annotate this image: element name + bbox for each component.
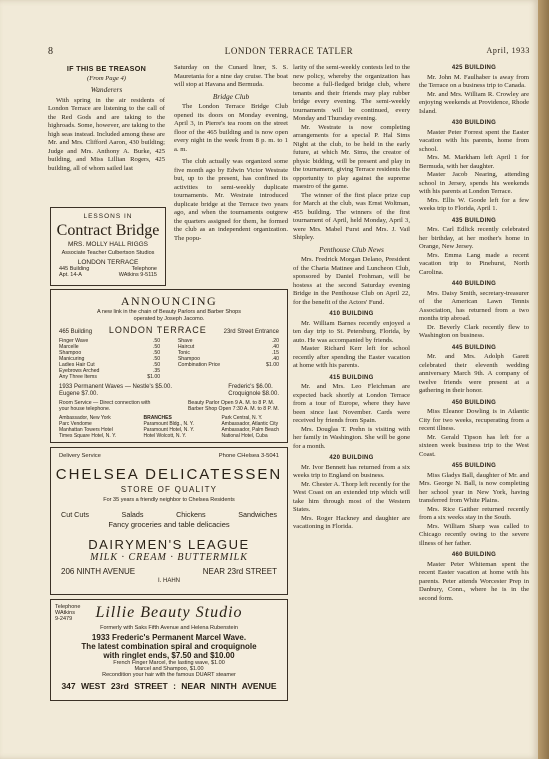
column-2 bbox=[174, 64, 288, 243]
ad-address: 347 WEST 23rd STREET : NEAR NINTH AVENUE bbox=[61, 681, 277, 691]
building-heading: 450 BUILDING bbox=[451, 399, 497, 406]
ad-entrance: 23rd Street Entrance bbox=[223, 329, 279, 335]
ad-teacher: MRS. MOLLY HALL RIGGS bbox=[67, 241, 149, 248]
ad-line: LESSONS IN bbox=[83, 213, 133, 220]
ad-line: MILK · CREAM · BUTTERMILK bbox=[90, 552, 248, 563]
ad-line: 1933 Frederic's Permanent Marcel Wave. bbox=[91, 633, 247, 642]
ad-owner: I. HAHN bbox=[157, 578, 180, 584]
service-price: .15 bbox=[271, 350, 279, 356]
chelsea-delicatessen-ad bbox=[50, 447, 288, 595]
branches-col bbox=[143, 415, 194, 439]
building-heading: 415 BUILDING bbox=[329, 374, 374, 381]
service-name: Manicuring bbox=[59, 356, 85, 362]
building-heading: 425 BUILDING bbox=[451, 65, 497, 71]
binding-edge bbox=[538, 0, 549, 759]
ad-title: Contract Bridge bbox=[56, 222, 160, 239]
service-price: $1.00 bbox=[266, 362, 279, 368]
paragraph: Mr. and Mrs. Leo Fleichman are expected back shortly at London Terrace from a tour of Europe, where they have been since last November. Cards were received by friends from Spain. bbox=[293, 383, 410, 424]
paragraph: larity of the semi-weekly contests led to the new policy, whereby the organization has become a full-fledged bridge club, where tenants and their friends may play rubber bridge every evening. The semi-weekly tournaments will be continued, every Monday and Thursday evening. bbox=[293, 64, 410, 122]
ad-line: operated by Joseph Jacomo. bbox=[133, 315, 205, 322]
service-price: .35 bbox=[152, 368, 161, 374]
service-name: Ladies Hair Cut bbox=[59, 362, 95, 368]
branch-name: National Hotel, Cuba bbox=[221, 433, 268, 439]
ladies-services bbox=[59, 338, 160, 380]
service-name: Shampoo bbox=[59, 350, 82, 356]
contract-bridge-ad bbox=[50, 207, 166, 286]
building-heading: 420 BUILDING bbox=[329, 455, 374, 461]
ad-line: Marcel and Shampoo, $1.00 bbox=[134, 666, 204, 672]
ad-telephone: WAtkins 9-5115 bbox=[118, 272, 157, 278]
ad-line: NEAR 23rd STREET bbox=[202, 567, 277, 576]
ad-line: Associate Teacher Culbertson Studios bbox=[61, 250, 155, 256]
paragraph: Mr. Westrate is now completing arrangements for a special P. Hal Sims Night at the club, to be held in the early future, at which Mr. Sims, the creator of physic bidding, will be present and play in the tournament, giving Terrace residents the opportunity to play against the supreme maestro of the game. bbox=[293, 123, 410, 190]
column-3 bbox=[293, 64, 410, 532]
ad-line: Fancy groceries and table delicacies bbox=[108, 520, 230, 529]
ad-title: Lillie Beauty Studio bbox=[95, 604, 243, 621]
barber-services bbox=[178, 338, 279, 380]
deli-item: Salads bbox=[121, 510, 144, 519]
paragraph: Mr. and Mrs. Adolph Garett celebrated their eleventh wedding anniversary March 9th. A company of twelve friends were present at a gathering in their honor. bbox=[419, 353, 529, 394]
lillie-beauty-studio-ad bbox=[50, 599, 288, 701]
building-heading: 460 BUILDING bbox=[451, 552, 497, 558]
service-name: Finger Wave bbox=[59, 338, 89, 344]
service-name: Eyebrows Arched bbox=[59, 368, 100, 374]
service-price: .50 bbox=[152, 362, 161, 368]
ad-title: ANNOUNCING bbox=[120, 294, 218, 308]
ad-address bbox=[51, 563, 287, 576]
branch-name: Ambassador, Palm Beach bbox=[221, 427, 279, 433]
building-heading: 410 BUILDING bbox=[329, 311, 374, 317]
room-service-row bbox=[51, 398, 287, 412]
paragraph: Saturday on the Cunard liner, S. S. Mauretania for a nine day cruise. The boat will stop at Havana and Bermuda. bbox=[174, 64, 288, 88]
building-heading: 435 BUILDING bbox=[451, 217, 497, 224]
service-name: Shampoo bbox=[177, 356, 201, 362]
ad-line: WAtkins bbox=[55, 610, 75, 616]
ad-line: 1933 Permanent Waves — Nestle's $5.00. bbox=[59, 384, 172, 390]
branches-col bbox=[59, 415, 116, 439]
ad-line: Croquignole $8.00. bbox=[228, 391, 279, 397]
paragraph: Mrs. Douglas T. Prehn is visiting with her family in Washington. She will be gone for a month. bbox=[293, 425, 410, 450]
branch-name: Hotel Wolcott, N. Y. bbox=[143, 433, 187, 439]
paragraph: Mrs. Daisy Smith, secretary-treasurer of the American Lawn Tennis Association, has returned from a two months trip abroad. bbox=[419, 289, 529, 322]
ad-line: with ringlet ends, $7.50 and $10.00 bbox=[103, 651, 235, 660]
service-name: Haircut bbox=[177, 344, 195, 350]
branch-name: Manhattan Towers Hotel bbox=[59, 427, 113, 433]
branches bbox=[51, 412, 287, 439]
deli-item: Sandwiches bbox=[238, 510, 277, 519]
paragraph: Miss Gladys Ball, daughter of Mr. and Mrs. George N. Ball, is now completing her school year in New York, having transferred from White Plains. bbox=[419, 471, 529, 504]
continued-note: (From Page 4) bbox=[87, 74, 126, 82]
paragraph: Mr. and Mrs. William R. Crowley are enjoying weekends at Providence, Rhode Island. bbox=[419, 90, 529, 115]
service-name: Tonic bbox=[177, 350, 190, 356]
subheading-bridge-club: Bridge Club bbox=[212, 91, 250, 101]
ad-building: 465 Building bbox=[59, 329, 93, 335]
service-name: Shave bbox=[177, 338, 193, 344]
ad-top-row bbox=[51, 448, 287, 459]
ad-line: Frederic's $6.00. bbox=[228, 384, 273, 390]
service-name: Any Three Items bbox=[59, 374, 97, 380]
paragraph: Mrs. Rice Gaither returned recently from a six weeks stay in the South. bbox=[419, 505, 529, 521]
paragraph: The club actually was organized some five month ago by Edwin Victor Westrate but, up to the present, has confined its activities to semi-weekly duplicate tournaments. Mr. Westrate introduced duplicate bridge at the Terrace two years ago, and when the tournaments outgrew the quarters assigned for them, he formed the club as an independent organization. The popu- bbox=[174, 158, 288, 242]
branches-title: BRANCHES bbox=[143, 415, 172, 421]
branch-name: Ambassador, Atlantic City bbox=[221, 421, 279, 427]
paragraph: Mrs. Ellis W. Goode left for a few weeks trip to Florida, April 1. bbox=[419, 196, 529, 212]
building-heading: 445 BUILDING bbox=[451, 344, 497, 351]
building-heading: 430 BUILDING bbox=[451, 120, 497, 126]
ad-location: LONDON TERRACE bbox=[77, 258, 139, 266]
subheading-wanderers: Wanderers bbox=[90, 85, 123, 94]
paragraph: The winner of the first place prize cup for March at the club, was Ernst Woltman, 455 building. The winners of the first tournament of April, held Monday, April 3, were Mrs. Mabel Furst and Mrs. J. Vail Shipley. bbox=[293, 191, 410, 241]
paragraph: Mrs. Carl Edlick recently celebrated her birthday, at her mother's home in Orange, New Jersey. bbox=[419, 226, 529, 250]
barber-shop-ad bbox=[50, 289, 288, 443]
paragraph: Mr. Chester A. Thorp left recently for the West Coast on an extended trip which will take him through most of the Western States. bbox=[293, 480, 410, 513]
ad-telephone: Phone CHelsea 3-5041 bbox=[218, 453, 279, 459]
building-heading: 440 BUILDING bbox=[451, 281, 497, 287]
ad-name: LONDON TERRACE bbox=[108, 325, 207, 335]
ad-line: Room Service — Direct connection with your house telephone. bbox=[59, 400, 151, 412]
ad-building: 445 Building bbox=[59, 265, 90, 272]
paragraph: Dr. Beverly Clark recently flew to Washington on business. bbox=[419, 323, 529, 339]
paragraph: Mr. William Barnes recently enjoyed a ten day trip to St. Petersburg, Florida, by auto. He was accompanied by friends. bbox=[293, 319, 410, 344]
ad-line: For 35 years a friendly neighbor to Chelsea Residents bbox=[103, 497, 235, 503]
paragraph: Mrs. William Sharp was called to Chicago recently owing to the severe illness of her father. bbox=[419, 522, 529, 547]
ad-line: Delivery Service bbox=[59, 453, 101, 459]
page-header bbox=[48, 44, 530, 60]
paragraph: With spring in the air residents of London Terrace are listening to the call of the Red Gods and are taking to the highroads. Some, however, are taking to the high seas instead. Included among these are Mr. and Mrs. Clifford Aaron, 430 building; Judge and Mrs. Anthony A. Burke, 425 building, and Miss Lillian Rogers, 425 building, all of whom sailed last bbox=[48, 96, 165, 172]
paragraph: Master Peter Forrest spent the Easter vacation with his parents, home from school. bbox=[419, 128, 529, 153]
service-price: .20 bbox=[271, 338, 279, 344]
ad-location-row bbox=[51, 322, 287, 335]
ad-line: A new link in the chain of Beauty Parlors and Barber Shops bbox=[96, 309, 241, 315]
price-list bbox=[51, 335, 287, 380]
ad-telephone bbox=[55, 604, 80, 622]
paragraph: The London Terrace Bridge Club opened its doors on Monday evening, April 3, in Pierre's tea room on the street floor of the 465 building and is now open every night in the week from 8 p. m. to 1 a. m. bbox=[174, 103, 288, 153]
column-1 bbox=[48, 64, 165, 173]
paragraph: Mrs. M. Markham left April 1 for Bermuda, with her daughter. bbox=[419, 154, 529, 170]
service-price: .50 bbox=[152, 350, 161, 356]
service-price: .50 bbox=[152, 344, 161, 350]
service-name: Marcelle bbox=[59, 344, 79, 350]
ad-items bbox=[51, 503, 287, 519]
branch-name: Paramount Bldg., N. Y. bbox=[143, 421, 194, 427]
publication-title: LONDON TERRACE TATLER bbox=[224, 46, 354, 56]
service-price: .40 bbox=[271, 356, 279, 362]
paragraph: Master Richard Kerr left for school recently after spending the Easter vacation at home with his parents. bbox=[293, 345, 410, 369]
deli-item: Cut Cuts bbox=[61, 510, 89, 519]
paragraph: Mrs. Emma Lang made a recent vacation trip to Pinehurst, North Carolina. bbox=[419, 251, 529, 276]
branch-name: Parc Vendome bbox=[59, 421, 92, 427]
ad-line: Telephone bbox=[55, 604, 81, 610]
paragraph: Mr. Ivor Bennett has returned from a six weeks trip to England on business. bbox=[293, 463, 410, 479]
branch-name: Times Square Hotel, N. Y. bbox=[59, 433, 117, 439]
article-heading: IF THIS BE TREASON bbox=[66, 64, 147, 73]
subheading-penthouse: Penthouse Club News bbox=[319, 244, 384, 254]
ad-line: DAIRYMEN'S LEAGUE bbox=[88, 537, 250, 552]
ad-row bbox=[51, 272, 165, 279]
ad-line: The latest combination spiral and croquignole bbox=[81, 642, 257, 651]
paragraph: Master Peter Whiteman spent the recent Easter vacation at home with his parents. Peter attends Worcester Prep in Danbury, Conn., where he is in the second form. bbox=[419, 560, 529, 602]
ad-line: 206 NINTH AVENUE bbox=[61, 567, 136, 576]
page-number: 8 bbox=[48, 46, 54, 57]
building-heading: 455 BUILDING bbox=[451, 463, 497, 469]
ad-line: 9-2479 bbox=[55, 616, 73, 622]
branch-name: Paramount Hotel, N. Y. bbox=[143, 427, 195, 433]
branch-name: Ambassador, New York bbox=[59, 415, 111, 421]
ad-line: Recondition your hair with the famous DUART steamer bbox=[102, 672, 236, 678]
ad-line: Eugene $7.00. bbox=[59, 391, 99, 397]
service-price: .50 bbox=[152, 338, 161, 344]
ad-line: Barber Shop Open 7:30 A. M. to 8 P. M. bbox=[187, 406, 279, 412]
paragraph: Mrs. Fredrick Morgan Delano, President of the Charia Matinee and Luncheon Club, sponsored by Daniel Frohman, will be hostess at the second Saturday evening Bridge in the Penthouse Club on April 22, for the benefit of the Actors' Fund. bbox=[293, 256, 410, 306]
ad-line: French Finger Marcel, the lasting wave, $1.00 bbox=[113, 660, 225, 666]
paragraph: Mr. Gerald Tipson has left for a sixteen week business trip to the West Coast. bbox=[419, 433, 529, 458]
ad-telephone-label: Telephone bbox=[131, 265, 157, 272]
ad-line: Beauty Parlor Open 9 A. M. to 8 P. M. bbox=[187, 400, 275, 406]
column-4 bbox=[419, 64, 529, 603]
paragraph: Mr. John M. Faulhaber is away from the Terrace on a business trip to Canada. bbox=[419, 73, 529, 89]
price-row bbox=[59, 374, 160, 380]
issue-date: April, 1933 bbox=[486, 46, 530, 55]
ad-tagline: STORE OF QUALITY bbox=[120, 485, 218, 494]
price-row bbox=[178, 362, 279, 368]
deli-item: Chickens bbox=[176, 510, 206, 519]
service-name: Combination Price bbox=[177, 362, 221, 368]
ad-line: Formerly with Saks Fifth Avenue and Helena Rubenstein bbox=[100, 625, 238, 631]
service-price: .50 bbox=[152, 356, 161, 362]
permanent-waves bbox=[51, 380, 287, 398]
ad-apartment: Apt. 14-A bbox=[59, 272, 82, 278]
branch-name: Park Central, N. Y. bbox=[221, 415, 263, 421]
paragraph: Miss Eleanor Dowling is in Atlantic City for two weeks, recuperating from a recent illness. bbox=[419, 408, 529, 432]
paragraph: Mrs. Roger Hackney and daughter are vacationing in Florida. bbox=[293, 514, 410, 530]
service-price: $1.00 bbox=[147, 374, 161, 380]
service-price: .40 bbox=[271, 344, 279, 350]
branches-list bbox=[143, 421, 194, 439]
paragraph: Master Jacob Nearing, attending school in Jersey, spends his weekends with his parents at London Terrace. bbox=[419, 171, 529, 195]
branches-col bbox=[221, 415, 279, 439]
ad-title: CHELSEA DELICATESSEN bbox=[55, 466, 283, 483]
